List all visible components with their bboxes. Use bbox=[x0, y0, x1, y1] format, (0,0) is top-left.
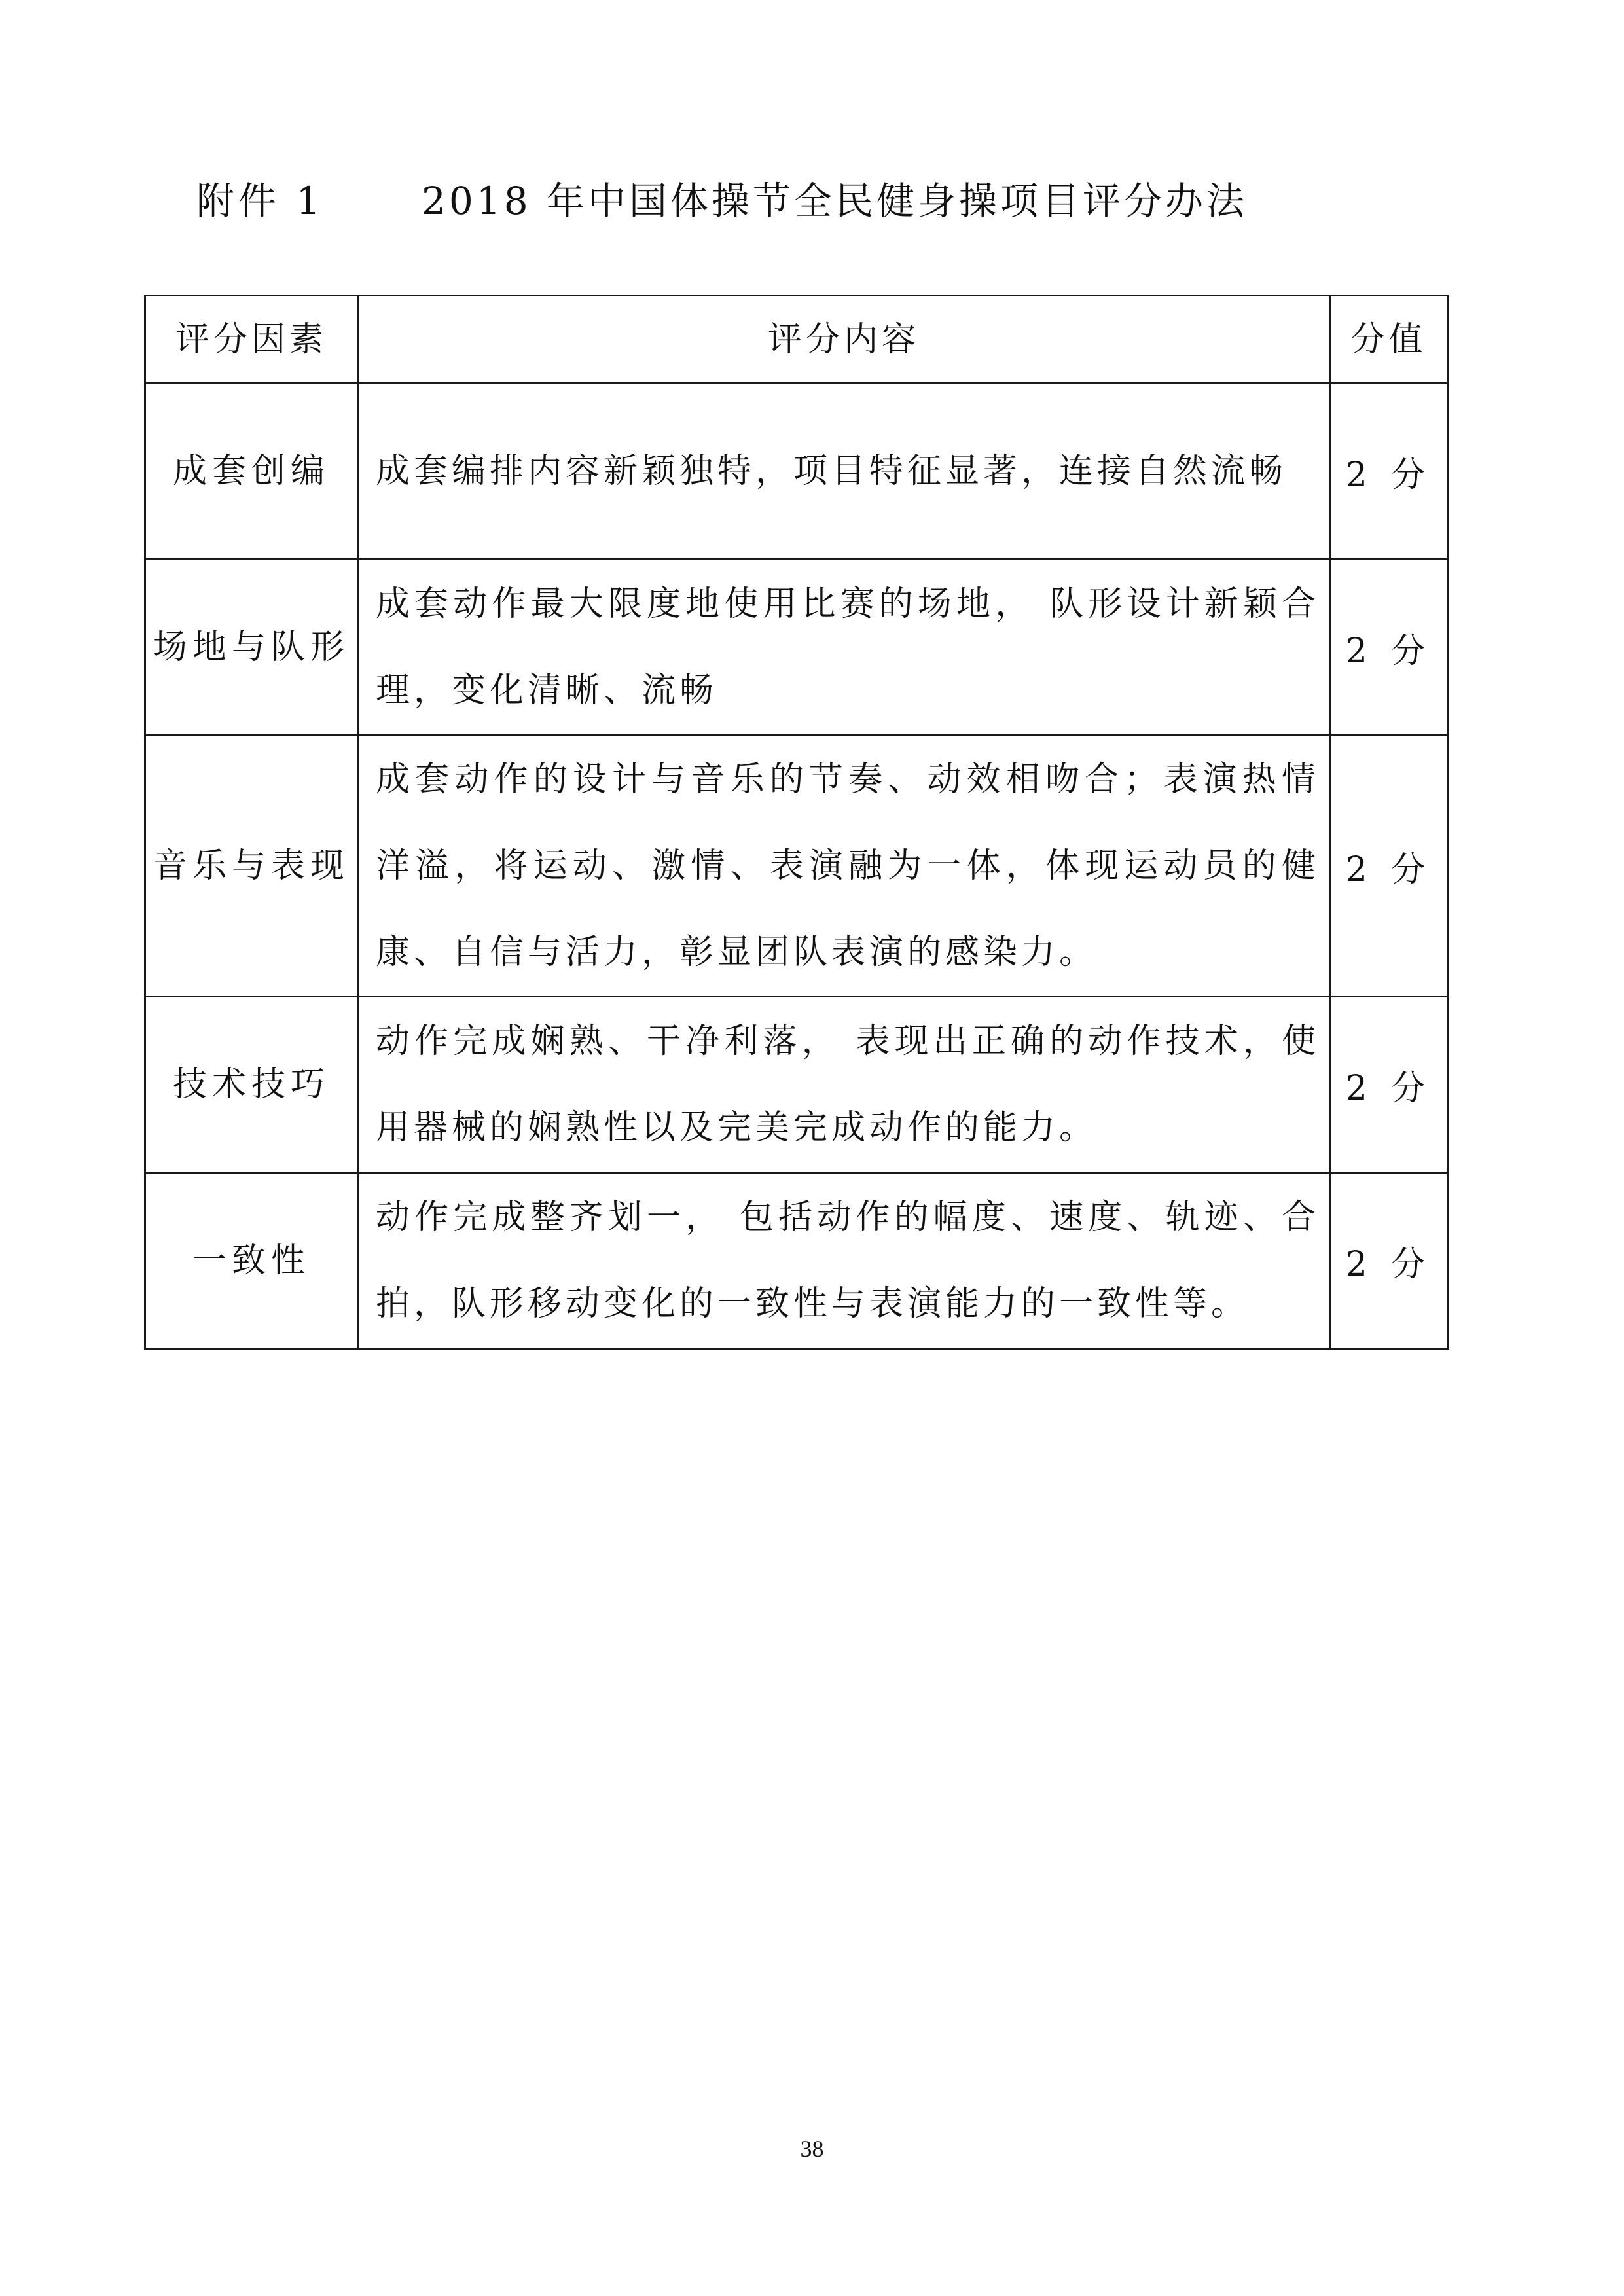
content-cell: 成套编排内容新颖独特，项目特征显著，连接自然流畅 bbox=[358, 384, 1330, 560]
factor-cell: 一致性 bbox=[145, 1173, 358, 1349]
factor-cell: 音乐与表现 bbox=[145, 736, 358, 997]
column-header-content: 评分内容 bbox=[358, 296, 1330, 384]
score-cell: 2 分 bbox=[1330, 736, 1448, 997]
factor-cell: 场地与队形 bbox=[145, 560, 358, 736]
score-cell: 2 分 bbox=[1330, 560, 1448, 736]
scoring-table bbox=[144, 295, 1449, 1350]
document-header bbox=[196, 171, 1375, 230]
table-row bbox=[145, 997, 1448, 1173]
attachment-label: 附件 1 bbox=[196, 179, 325, 223]
table-row bbox=[145, 560, 1448, 736]
page-number: 38 bbox=[800, 2136, 824, 2162]
table-row bbox=[145, 736, 1448, 997]
table-row bbox=[145, 1173, 1448, 1349]
column-header-factor: 评分因素 bbox=[145, 296, 358, 384]
factor-cell: 技术技巧 bbox=[145, 997, 358, 1173]
table-row bbox=[145, 384, 1448, 560]
column-header-score: 分值 bbox=[1330, 296, 1448, 384]
score-cell: 2 分 bbox=[1330, 1173, 1448, 1349]
content-cell: 成套动作的设计与音乐的节奏、动效相吻合；表演热情洋溢，将运动、激情、表演融为一体，体现运动员的健康、自信与活力，彰显团队表演的感染力。 bbox=[358, 736, 1330, 997]
document-title: 2018 年中国体操节全民健身操项目评分办法 bbox=[422, 179, 1248, 223]
content-cell: 成套动作最大限度地使用比赛的场地， 队形设计新颖合理，变化清晰、流畅 bbox=[358, 560, 1330, 736]
table-header-row bbox=[145, 296, 1448, 384]
score-cell: 2 分 bbox=[1330, 384, 1448, 560]
content-cell: 动作完成整齐划一， 包括动作的幅度、速度、轨迹、合拍，队形移动变化的一致性与表演能力的一致性等。 bbox=[358, 1173, 1330, 1349]
content-cell: 动作完成娴熟、干净利落， 表现出正确的动作技术，使用器械的娴熟性以及完美完成动作的能力。 bbox=[358, 997, 1330, 1173]
score-cell: 2 分 bbox=[1330, 997, 1448, 1173]
factor-cell: 成套创编 bbox=[145, 384, 358, 560]
